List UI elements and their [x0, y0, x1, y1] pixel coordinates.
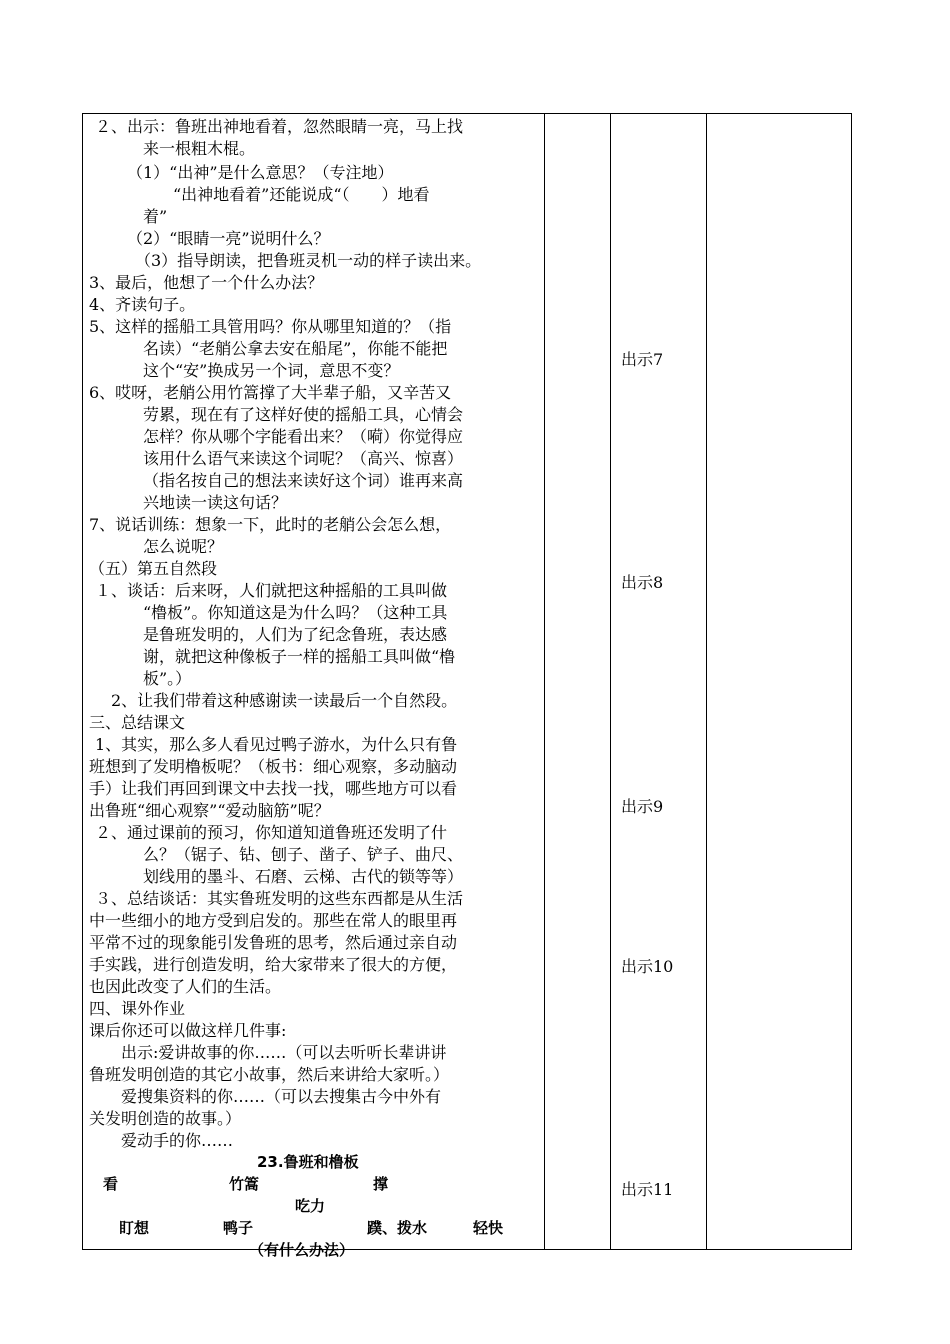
- lesson-table: [82, 113, 852, 1259]
- text-line: 出鲁班“细心观察”“爱动脑筋”呢？: [89, 801, 330, 820]
- board-word: 看: [103, 1175, 119, 1193]
- text-line: 来一根粗木棍。: [143, 139, 256, 158]
- text-line: 1、其实，那么多人看见过鸭子游水，为什么只有鲁: [95, 735, 458, 754]
- text-line: １、谈话：后来呀，人们就把这种摇船的工具叫做: [95, 581, 448, 600]
- text-line: 三、总结课文: [89, 713, 186, 732]
- text-line: 5、这样的摇船工具管用吗？你从哪里知道的？（指: [89, 317, 452, 336]
- text-line: 么？（锯子、钻、刨子、凿子、铲子、曲尺、: [143, 845, 464, 864]
- text-line: 鲁班发明创造的其它小故事，然后来讲给大家听。）: [89, 1065, 450, 1084]
- text-line: 是鲁班发明的，人们为了纪念鲁班，表达感: [143, 625, 448, 644]
- board-word: 盯想: [119, 1219, 150, 1237]
- text-line: 该用什么语气来读这个词呢？（高兴、惊喜）: [143, 449, 464, 468]
- text-line: 也因此改变了人们的生活。: [89, 977, 282, 996]
- text-line: 2、让我们带着这种感谢读一读最后一个自然段。: [111, 691, 458, 710]
- text-line: 出示:爱讲故事的你……（可以去听听长辈讲讲: [121, 1043, 447, 1062]
- text-line: 爱动手的你……: [121, 1131, 234, 1150]
- text-line: 爱搜集资料的你……（可以去搜集古今中外有: [121, 1087, 442, 1106]
- text-line: 兴地读一读这句话？: [143, 493, 288, 512]
- text-line: 谢，就把这种像板子一样的摇船工具叫做“橹: [143, 647, 456, 666]
- text-line: 劳累，现在有了这样好使的摇船工具，心情会: [143, 405, 464, 424]
- text-line: 怎么说呢？: [143, 537, 224, 556]
- slide-note: 出示7: [621, 350, 664, 369]
- text-line: 四、课外作业: [89, 999, 186, 1018]
- text-line: （五）第五自然段: [89, 559, 218, 578]
- text-line: （指名按自己的想法来读好这个词）谁再来高: [143, 471, 464, 490]
- text-line: （1）“出神”是什么意思？（专注地）: [127, 163, 394, 182]
- text-line: ３、总结谈话：其实鲁班发明的这些东西都是从生活: [95, 889, 464, 908]
- text-line: （2）“眼睛一亮”说明什么？: [127, 229, 330, 248]
- text-line: “橹板”。你知道这是为什么吗？（这种工具: [143, 603, 448, 622]
- text-line: （3）指导朗读，把鲁班灵机一动的样子读出来。: [135, 251, 482, 270]
- text-line: 着”: [143, 207, 168, 226]
- board-word: 竹篙: [229, 1175, 260, 1193]
- board-word: 撑: [373, 1175, 389, 1193]
- text-line: 手）让我们再回到课文中去找一找，哪些地方可以看: [89, 779, 458, 798]
- text-line: 3、最后，他想了一个什么办法？: [89, 273, 324, 292]
- board-word: 轻快: [473, 1219, 504, 1237]
- slide-note: 出示9: [621, 797, 664, 816]
- text-line: ２、通过课前的预习，你知道知道鲁班还发明了什: [95, 823, 448, 842]
- text-line: 名读）“老艄公拿去安在船尾”，你能不能把: [143, 339, 448, 358]
- text-line: 4、齐读句子。: [89, 295, 196, 314]
- board-word: 吃力: [295, 1197, 326, 1215]
- text-line: 6、哎呀，老艄公用竹篙撑了大半辈子船，又辛苦又: [89, 383, 452, 402]
- text-line: 这个“安”换成另一个词，意思不变？: [143, 361, 400, 380]
- text-line: 班想到了发明橹板呢？（板书：细心观察，多动脑动: [89, 757, 458, 776]
- text-line: 关发明创造的故事。）: [89, 1109, 242, 1128]
- text-line: 怎样？你从哪个字能看出来？（嗬）你觉得应: [143, 427, 464, 446]
- slide-note: 出示8: [621, 573, 664, 592]
- text-line: 手实践，进行创造发明，给大家带来了很大的方便，: [89, 955, 458, 974]
- text-line: 板”。）: [143, 669, 192, 688]
- board-word: （有什么办法）: [249, 1241, 355, 1259]
- column-divider: [706, 114, 707, 1249]
- text-line: 中一些细小的地方受到启发的。那些在常人的眼里再: [89, 911, 458, 930]
- text-line: 划线用的墨斗、石磨、云梯、古代的锁等等）: [143, 867, 464, 886]
- slide-note: 出示11: [621, 1180, 674, 1199]
- text-line: 课后你还可以做这样几件事:: [89, 1021, 287, 1040]
- text-line: 7、说话训练：想象一下，此时的老艄公会怎么想，: [89, 515, 452, 534]
- text-line: 平常不过的现象能引发鲁班的思考，然后通过亲自动: [89, 933, 458, 952]
- board-word: 蹼、拨水: [367, 1219, 428, 1237]
- text-line: ２、出示：鲁班出神地看着，忽然眼睛一亮，马上找: [95, 117, 464, 136]
- text-line: “出神地看着”还能说成“（ ）地看: [173, 185, 430, 204]
- board-word: 鸭子: [223, 1219, 254, 1237]
- board-title: 23.鲁班和橹板: [257, 1153, 359, 1171]
- column-divider: [544, 114, 545, 1249]
- slide-note: 出示10: [621, 957, 674, 976]
- column-divider: [610, 114, 611, 1249]
